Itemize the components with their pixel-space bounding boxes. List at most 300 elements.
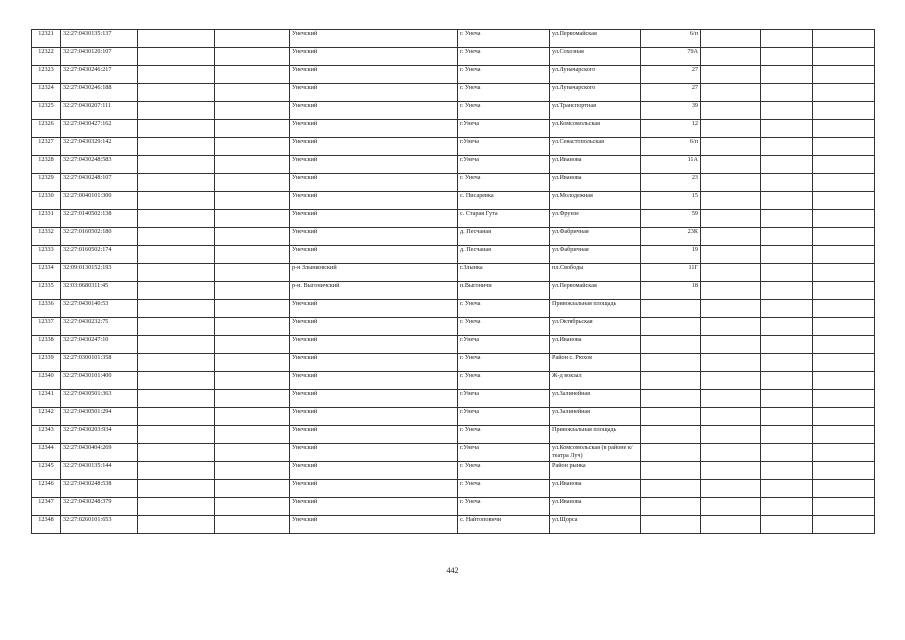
district-cell: Унечский <box>290 174 458 192</box>
table-row <box>32 210 875 228</box>
empty-cell <box>813 282 875 300</box>
house-number-cell: 11А <box>641 156 701 174</box>
street-cell: Привокзальная площадь <box>550 300 641 318</box>
empty-cell <box>813 120 875 138</box>
row-number-cell: 12329 <box>32 174 61 192</box>
empty-cell <box>813 246 875 264</box>
district-cell: Унечский <box>290 120 458 138</box>
house-number-cell <box>641 300 701 318</box>
empty-cell <box>813 102 875 120</box>
empty-cell <box>138 354 215 372</box>
row-number-cell: 12334 <box>32 264 61 282</box>
locality-cell: п.Выгоничи <box>458 282 550 300</box>
locality-cell: д. Песчаная <box>458 228 550 246</box>
table-row <box>32 300 875 318</box>
empty-cell <box>138 120 215 138</box>
house-number-cell: 19 <box>641 246 701 264</box>
house-number-cell <box>641 516 701 534</box>
empty-cell <box>701 102 761 120</box>
district-cell: Унечский <box>290 372 458 390</box>
table-row <box>32 390 875 408</box>
table-body <box>32 30 875 534</box>
district-cell: Унечский <box>290 480 458 498</box>
street-cell: ул.Луначарского <box>550 66 641 84</box>
street-cell: Ж-д вокзал <box>550 372 641 390</box>
empty-cell <box>138 210 215 228</box>
empty-cell <box>813 372 875 390</box>
street-cell: Район рынка <box>550 462 641 480</box>
empty-cell <box>138 66 215 84</box>
house-number-cell <box>641 318 701 336</box>
cadastral-number-cell: 32:27:0430329:142 <box>61 138 138 156</box>
locality-cell: д. Песчаная <box>458 246 550 264</box>
house-number-cell <box>641 498 701 516</box>
street-cell: ул.Молодежная <box>550 192 641 210</box>
district-cell: Унечский <box>290 336 458 354</box>
cadastral-number-cell: 32:27:0430135:144 <box>61 462 138 480</box>
street-cell: ул.Иванова <box>550 174 641 192</box>
locality-cell: г.Унеча <box>458 156 550 174</box>
row-number-cell: 12324 <box>32 84 61 102</box>
cadastral-number-cell: 32:27:0430135:137 <box>61 30 138 48</box>
empty-cell <box>813 462 875 480</box>
row-number-cell: 12328 <box>32 156 61 174</box>
empty-cell <box>215 426 290 444</box>
empty-cell <box>138 516 215 534</box>
cadastral-number-cell: 32:27:0430246:217 <box>61 66 138 84</box>
cadastral-number-cell: 32:27:0260101:653 <box>61 516 138 534</box>
street-cell: ул.Иванова <box>550 480 641 498</box>
row-number-cell: 12327 <box>32 138 61 156</box>
house-number-cell: 23К <box>641 228 701 246</box>
empty-cell <box>761 48 813 66</box>
table-row <box>32 354 875 372</box>
district-cell: Унечский <box>290 210 458 228</box>
empty-cell <box>138 138 215 156</box>
empty-cell <box>813 444 875 462</box>
empty-cell <box>138 372 215 390</box>
empty-cell <box>701 66 761 84</box>
empty-cell <box>813 426 875 444</box>
table-row <box>32 462 875 480</box>
row-number-cell: 12336 <box>32 300 61 318</box>
empty-cell <box>701 372 761 390</box>
empty-cell <box>215 210 290 228</box>
empty-cell <box>761 462 813 480</box>
house-number-cell: 39 <box>641 102 701 120</box>
cadastral-number-cell: 32:27:0430207:111 <box>61 102 138 120</box>
empty-cell <box>215 354 290 372</box>
cadastral-number-cell: 32:27:0430427:162 <box>61 120 138 138</box>
district-cell: р-н Злынковский <box>290 264 458 282</box>
empty-cell <box>761 174 813 192</box>
district-cell: Унечский <box>290 30 458 48</box>
district-cell: Унечский <box>290 462 458 480</box>
district-cell: Унечский <box>290 48 458 66</box>
cadastral-number-cell: 32:27:0430120:107 <box>61 48 138 66</box>
table-row <box>32 408 875 426</box>
locality-cell: г. Унеча <box>458 174 550 192</box>
empty-cell <box>761 264 813 282</box>
row-number-cell: 12337 <box>32 318 61 336</box>
empty-cell <box>215 444 290 462</box>
house-number-cell <box>641 426 701 444</box>
empty-cell <box>701 192 761 210</box>
row-number-cell: 12340 <box>32 372 61 390</box>
house-number-cell: 27 <box>641 66 701 84</box>
house-number-cell: 79А <box>641 48 701 66</box>
empty-cell <box>215 84 290 102</box>
empty-cell <box>813 480 875 498</box>
table-row <box>32 372 875 390</box>
row-number-cell: 12333 <box>32 246 61 264</box>
empty-cell <box>813 336 875 354</box>
house-number-cell: 11Г <box>641 264 701 282</box>
empty-cell <box>813 498 875 516</box>
row-number-cell: 12323 <box>32 66 61 84</box>
empty-cell <box>813 210 875 228</box>
empty-cell <box>813 66 875 84</box>
empty-cell <box>761 210 813 228</box>
empty-cell <box>701 462 761 480</box>
empty-cell <box>813 390 875 408</box>
empty-cell <box>701 48 761 66</box>
district-cell: Унечский <box>290 66 458 84</box>
empty-cell <box>813 174 875 192</box>
table-row <box>32 138 875 156</box>
house-number-cell: 18 <box>641 282 701 300</box>
page-number: 442 <box>446 566 459 575</box>
street-cell: ул.Комсомольская <box>550 120 641 138</box>
empty-cell <box>761 66 813 84</box>
empty-cell <box>215 30 290 48</box>
row-number-cell: 12325 <box>32 102 61 120</box>
locality-cell: г. Унеча <box>458 66 550 84</box>
row-number-cell: 12339 <box>32 354 61 372</box>
empty-cell <box>701 30 761 48</box>
district-cell: р-н. Выгоничский <box>290 282 458 300</box>
cadastral-number-cell: 32:27:0430248:538 <box>61 480 138 498</box>
empty-cell <box>215 120 290 138</box>
empty-cell <box>138 390 215 408</box>
house-number-cell: 12 <box>641 120 701 138</box>
table-row <box>32 426 875 444</box>
empty-cell <box>761 138 813 156</box>
street-cell: ул.Севастопольская <box>550 138 641 156</box>
house-number-cell <box>641 336 701 354</box>
locality-cell: г.Унеча <box>458 120 550 138</box>
cadastral-number-cell: 32:27:0160502:180 <box>61 228 138 246</box>
district-cell: Унечский <box>290 84 458 102</box>
district-cell: Унечский <box>290 300 458 318</box>
table-row <box>32 318 875 336</box>
empty-cell <box>215 264 290 282</box>
empty-cell <box>215 138 290 156</box>
row-number-cell: 12342 <box>32 408 61 426</box>
house-number-cell <box>641 444 701 462</box>
row-number-cell: 12322 <box>32 48 61 66</box>
empty-cell <box>215 498 290 516</box>
registry-table <box>31 29 875 534</box>
locality-cell: г.Унеча <box>458 138 550 156</box>
empty-cell <box>215 246 290 264</box>
district-cell: Унечский <box>290 408 458 426</box>
locality-cell: г.Унеча <box>458 408 550 426</box>
house-number-cell: 59 <box>641 210 701 228</box>
cadastral-number-cell: 32:27:0430501:294 <box>61 408 138 426</box>
cadastral-number-cell: 32:09:0130152:193 <box>61 264 138 282</box>
empty-cell <box>761 156 813 174</box>
empty-cell <box>138 300 215 318</box>
table-row <box>32 84 875 102</box>
locality-cell: г. Унеча <box>458 102 550 120</box>
empty-cell <box>138 480 215 498</box>
district-cell: Унечский <box>290 156 458 174</box>
empty-cell <box>701 318 761 336</box>
cadastral-number-cell: 32:27:0430247:10 <box>61 336 138 354</box>
district-cell: Унечский <box>290 246 458 264</box>
empty-cell <box>138 246 215 264</box>
empty-cell <box>138 282 215 300</box>
cadastral-number-cell: 32:27:0430246:188 <box>61 84 138 102</box>
street-cell: ул.Иванова <box>550 336 641 354</box>
empty-cell <box>761 120 813 138</box>
row-number-cell: 12346 <box>32 480 61 498</box>
table-row <box>32 516 875 534</box>
empty-cell <box>701 246 761 264</box>
empty-cell <box>138 48 215 66</box>
empty-cell <box>701 282 761 300</box>
empty-cell <box>761 84 813 102</box>
locality-cell: г. Унеча <box>458 84 550 102</box>
empty-cell <box>761 246 813 264</box>
street-cell: ул.Залинейная <box>550 408 641 426</box>
table-row <box>32 102 875 120</box>
district-cell: Унечский <box>290 444 458 462</box>
empty-cell <box>813 228 875 246</box>
table-row <box>32 498 875 516</box>
row-number-cell: 12338 <box>32 336 61 354</box>
house-number-cell <box>641 480 701 498</box>
empty-cell <box>215 372 290 390</box>
table-row <box>32 480 875 498</box>
row-number-cell: 12344 <box>32 444 61 462</box>
house-number-cell: 23 <box>641 174 701 192</box>
empty-cell <box>813 300 875 318</box>
cadastral-number-cell: 32:27:0160502:174 <box>61 246 138 264</box>
empty-cell <box>761 192 813 210</box>
cadastral-number-cell: 32:27:0040101:300 <box>61 192 138 210</box>
street-cell: ул.Фрунзе <box>550 210 641 228</box>
empty-cell <box>701 228 761 246</box>
empty-cell <box>138 174 215 192</box>
empty-cell <box>813 516 875 534</box>
cadastral-number-cell: 32:27:0430404:269 <box>61 444 138 462</box>
empty-cell <box>138 264 215 282</box>
table-row <box>32 48 875 66</box>
house-number-cell <box>641 408 701 426</box>
cadastral-number-cell: 32:27:0430101:400 <box>61 372 138 390</box>
empty-cell <box>813 138 875 156</box>
empty-cell <box>761 228 813 246</box>
empty-cell <box>761 336 813 354</box>
empty-cell <box>215 408 290 426</box>
house-number-cell: 6/п <box>641 138 701 156</box>
empty-cell <box>813 192 875 210</box>
cadastral-number-cell: 32:27:0430232:75 <box>61 318 138 336</box>
row-number-cell: 12343 <box>32 426 61 444</box>
locality-cell: г. Унеча <box>458 30 550 48</box>
street-cell: ул.Иванова <box>550 498 641 516</box>
empty-cell <box>138 30 215 48</box>
empty-cell <box>761 282 813 300</box>
street-cell: ул.Иванова <box>550 156 641 174</box>
empty-cell <box>761 372 813 390</box>
empty-cell <box>761 480 813 498</box>
street-cell: ул.Первомайская <box>550 30 641 48</box>
cadastral-number-cell: 32:03:0680311:45 <box>61 282 138 300</box>
locality-cell: г. Унеча <box>458 354 550 372</box>
empty-cell <box>215 336 290 354</box>
empty-cell <box>701 354 761 372</box>
cadastral-number-cell: 32:27:0430203:934 <box>61 426 138 444</box>
locality-cell: г.Унеча <box>458 336 550 354</box>
empty-cell <box>701 480 761 498</box>
row-number-cell: 12332 <box>32 228 61 246</box>
street-cell: ул.Луначарского <box>550 84 641 102</box>
locality-cell: г. Унеча <box>458 498 550 516</box>
empty-cell <box>215 174 290 192</box>
street-cell: ул.Фабричная <box>550 228 641 246</box>
house-number-cell <box>641 354 701 372</box>
empty-cell <box>701 516 761 534</box>
table-row <box>32 66 875 84</box>
empty-cell <box>761 498 813 516</box>
row-number-cell: 12331 <box>32 210 61 228</box>
empty-cell <box>813 30 875 48</box>
cadastral-number-cell: 32:27:0430248:583 <box>61 156 138 174</box>
table-row <box>32 228 875 246</box>
row-number-cell: 12348 <box>32 516 61 534</box>
locality-cell: г. Унеча <box>458 480 550 498</box>
table-row <box>32 120 875 138</box>
row-number-cell: 12347 <box>32 498 61 516</box>
empty-cell <box>701 390 761 408</box>
street-cell: Привокзальная площадь <box>550 426 641 444</box>
empty-cell <box>813 318 875 336</box>
empty-cell <box>138 426 215 444</box>
locality-cell: с. Писаревка <box>458 192 550 210</box>
locality-cell: г. Унеча <box>458 300 550 318</box>
district-cell: Унечский <box>290 318 458 336</box>
empty-cell <box>138 84 215 102</box>
empty-cell <box>138 336 215 354</box>
street-cell: ул.Первомайская <box>550 282 641 300</box>
street-cell: ул.Щорса <box>550 516 641 534</box>
empty-cell <box>138 498 215 516</box>
empty-cell <box>701 444 761 462</box>
locality-cell: г. Унеча <box>458 462 550 480</box>
district-cell: Унечский <box>290 498 458 516</box>
street-cell: ул.Комсомольская (в районе к/театра Луч) <box>550 444 641 462</box>
empty-cell <box>215 192 290 210</box>
empty-cell <box>215 318 290 336</box>
empty-cell <box>215 102 290 120</box>
locality-cell: г.Унеча <box>458 390 550 408</box>
house-number-cell <box>641 390 701 408</box>
empty-cell <box>701 156 761 174</box>
empty-cell <box>761 426 813 444</box>
locality-cell: с. Найтоповичи <box>458 516 550 534</box>
empty-cell <box>701 174 761 192</box>
table-row <box>32 282 875 300</box>
empty-cell <box>138 228 215 246</box>
street-cell: ул.Транспортная <box>550 102 641 120</box>
locality-cell: г. Унеча <box>458 426 550 444</box>
empty-cell <box>215 282 290 300</box>
empty-cell <box>701 300 761 318</box>
table-row <box>32 192 875 210</box>
empty-cell <box>813 48 875 66</box>
locality-cell: г. Унеча <box>458 48 550 66</box>
row-number-cell: 12330 <box>32 192 61 210</box>
empty-cell <box>215 156 290 174</box>
empty-cell <box>215 66 290 84</box>
empty-cell <box>701 138 761 156</box>
empty-cell <box>701 120 761 138</box>
table-row <box>32 444 875 462</box>
street-cell: ул.Октябрьская <box>550 318 641 336</box>
empty-cell <box>761 408 813 426</box>
empty-cell <box>701 264 761 282</box>
empty-cell <box>813 156 875 174</box>
empty-cell <box>138 102 215 120</box>
cadastral-number-cell: 32:27:0430248:379 <box>61 498 138 516</box>
empty-cell <box>701 426 761 444</box>
empty-cell <box>215 480 290 498</box>
locality-cell: г.Злынка <box>458 264 550 282</box>
empty-cell <box>138 444 215 462</box>
locality-cell: г. Унеча <box>458 372 550 390</box>
empty-cell <box>215 228 290 246</box>
table-row <box>32 174 875 192</box>
empty-cell <box>701 408 761 426</box>
street-cell: ул.Сохозная <box>550 48 641 66</box>
locality-cell: г.Унеча <box>458 444 550 462</box>
empty-cell <box>761 318 813 336</box>
empty-cell <box>813 264 875 282</box>
house-number-cell <box>641 372 701 390</box>
street-cell: ул.Фабричная <box>550 246 641 264</box>
empty-cell <box>761 300 813 318</box>
house-number-cell: 6/п <box>641 30 701 48</box>
empty-cell <box>761 444 813 462</box>
cadastral-number-cell: 32:27:0430248:107 <box>61 174 138 192</box>
empty-cell <box>761 354 813 372</box>
empty-cell <box>761 516 813 534</box>
row-number-cell: 12326 <box>32 120 61 138</box>
empty-cell <box>701 84 761 102</box>
table-row <box>32 336 875 354</box>
empty-cell <box>701 498 761 516</box>
district-cell: Унечский <box>290 354 458 372</box>
row-number-cell: 12341 <box>32 390 61 408</box>
street-cell: ул.Залинейная <box>550 390 641 408</box>
cadastral-number-cell: 32:27:0140502:138 <box>61 210 138 228</box>
street-cell: пл.Свободы <box>550 264 641 282</box>
empty-cell <box>138 192 215 210</box>
empty-cell <box>761 390 813 408</box>
